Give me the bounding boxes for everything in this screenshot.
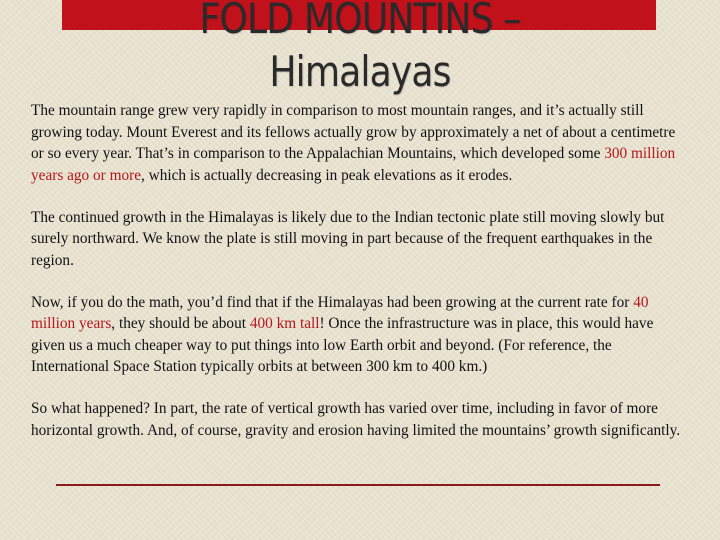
highlight-40-million-years: 40 million years [31,293,649,332]
slide-title [50,0,669,98]
highlight-300-million-years: 300 million years ago or more [31,145,676,184]
title-line-1: FOLD MOUNTINS – [199,0,521,43]
paragraph-4: So what happened? In part, the rate of vertical growth has varied over time, including in favor of more horizontal growth. And, of course, gravity and erosion having limited the mountains’ growth significantly. [31,400,681,439]
title-line-2: Himalayas [269,47,451,96]
bottom-divider [56,484,660,486]
paragraph-3: Now, if you do the math, you’d find that if the Himalayas had been growing at the current rate for 40 million years, they should be about 400 km tall! Once the infrastructure was in place, this would have given us a much cheaper way to put things into low Earth orbit and beyond. (For reference, the International Space Station typically orbits at between 300 km to 400 km.) [31,293,654,375]
paragraph-2: The continued growth in the Himalayas is likely due to the Indian tectonic plate still moving slowly but surely northward. We know the plate is still moving in part because of the frequent earthquakes in the region. [31,208,665,269]
highlight-400-km-tall: 400 km tall [249,315,320,332]
slide-body [31,100,691,462]
paragraph-1: The mountain range grew very rapidly in comparison to most mountain ranges, and it’s actually still growing today. Mount Everest and its fellows actually grow by approximately a net of about a centimetre or so every year. That’s in comparison to the Appalachian Mountains, which developed some 300 million years ago or more, which is actually decreasing in peak elevations as it erodes. [31,102,676,184]
